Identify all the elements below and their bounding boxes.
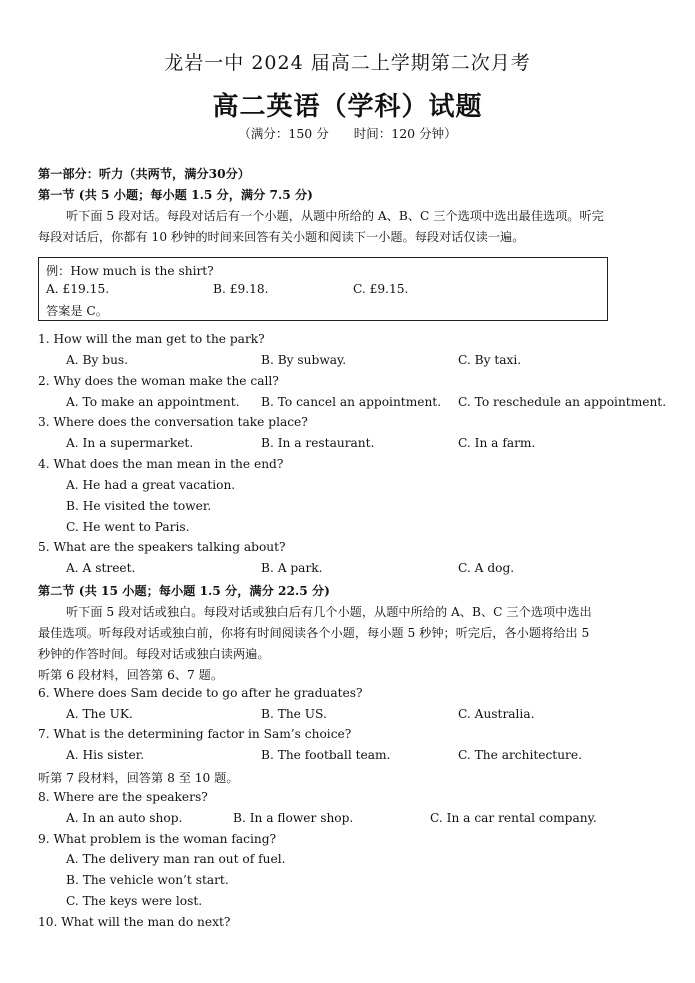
q6-option-c: C. Australia.: [458, 707, 535, 721]
q6-option-a: A. The UK.: [66, 707, 133, 721]
q1-option-a: A. By bus.: [66, 353, 129, 367]
q7-option-a: A. His sister.: [66, 748, 145, 762]
q8-option-b: B. In a flower shop.: [233, 811, 354, 825]
section2-heading: 第二节 (共 15 小题；每小题 1.5 分，满分 22.5 分): [38, 584, 330, 598]
material-6-note: 听第 6 段材料，回答第 6、7 题。: [38, 668, 224, 682]
example-option-b: B. £9.18.: [213, 282, 269, 296]
q6-option-b: B. The US.: [261, 707, 327, 721]
part1-heading: 第一部分：听力（共两节，满分30分）: [38, 167, 250, 181]
question-9: 9. What problem is the woman facing?: [38, 832, 277, 846]
q2-option-c: C. To reschedule an appointment.: [458, 395, 667, 409]
exam-score-time: （满分：150 分 时间：120 分钟）: [238, 126, 457, 141]
q4-option-c: C. He went to Paris.: [66, 520, 190, 534]
q3-option-c: C. In a farm.: [458, 436, 536, 450]
example-option-c: C. £9.15.: [353, 282, 409, 296]
section2-instruction-line2: 最佳选项。听每段对话或独白前，你将有时间阅读各个小题，每小题 5 秒钟；听完后，各小题将给出 5: [38, 626, 590, 640]
q9-option-c: C. The keys were lost.: [66, 894, 203, 908]
section1-heading: 第一节 (共 5 小题；每小题 1.5 分，满分 7.5 分): [38, 188, 313, 202]
section2-instruction-line1: 听下面 5 段对话或独白。每段对话或独白后有几个小题，从题中所给的 A、B、C 三个选项中选出: [66, 605, 592, 619]
q1-option-b: B. By subway.: [261, 353, 347, 367]
q1-option-c: C. By taxi.: [458, 353, 522, 367]
question-4: 4. What does the man mean in the end?: [38, 457, 284, 471]
q4-option-a: A. He had a great vacation.: [66, 478, 236, 492]
exam-main-title: 高二英语（学科）试题: [212, 92, 483, 122]
q5-option-b: B. A park.: [261, 561, 323, 575]
q8-option-a: A. In an auto shop.: [66, 811, 183, 825]
q7-option-b: B. The football team.: [261, 748, 391, 762]
q9-option-b: B. The vehicle won’t start.: [66, 873, 229, 887]
q5-option-c: C. A dog.: [458, 561, 515, 575]
section2-instruction-line3: 秒钟的作答时间。每段对话或独白读两遍。: [38, 647, 270, 661]
question-7: 7. What is the determining factor in Sam’s choice?: [38, 727, 352, 741]
q7-option-c: C. The architecture.: [458, 748, 582, 762]
q3-option-a: A. In a supermarket.: [66, 436, 194, 450]
question-1: 1. How will the man get to the park?: [38, 332, 265, 346]
example-question: 例：How much is the shirt?: [46, 264, 214, 278]
question-2: 2. Why does the woman make the call?: [38, 374, 279, 388]
example-option-a: A. £19.15.: [46, 282, 110, 296]
question-8: 8. Where are the speakers?: [38, 790, 208, 804]
q3-option-b: B. In a restaurant.: [261, 436, 375, 450]
question-3: 3. Where does the conversation take place?: [38, 415, 308, 429]
q4-option-b: B. He visited the tower.: [66, 499, 212, 513]
q8-option-c: C. In a car rental company.: [430, 811, 597, 825]
q2-option-b: B. To cancel an appointment.: [261, 395, 442, 409]
question-5: 5. What are the speakers talking about?: [38, 540, 286, 554]
section1-instruction-line2: 每段对话后，你都有 10 秒钟的时间来回答有关小题和阅读下一小题。每段对话仅读一遍。: [38, 230, 525, 244]
q2-option-a: A. To make an appointment.: [66, 395, 240, 409]
q9-option-a: A. The delivery man ran out of fuel.: [66, 852, 286, 866]
material-7-note: 听第 7 段材料，回答第 8 至 10 题。: [38, 771, 239, 785]
section1-instruction-line1: 听下面 5 段对话。每段对话后有一个小题，从题中所给的 A、B、C 三个选项中选出最佳选项。听完: [66, 209, 604, 223]
q5-option-a: A. A street.: [66, 561, 136, 575]
exam-school-title: 龙岩一中 2024 届高二上学期第二次月考: [164, 52, 531, 74]
question-6: 6. Where does Sam decide to go after he graduates?: [38, 686, 363, 700]
question-10: 10. What will the man do next?: [38, 915, 231, 929]
example-answer: 答案是 C。: [46, 304, 108, 318]
